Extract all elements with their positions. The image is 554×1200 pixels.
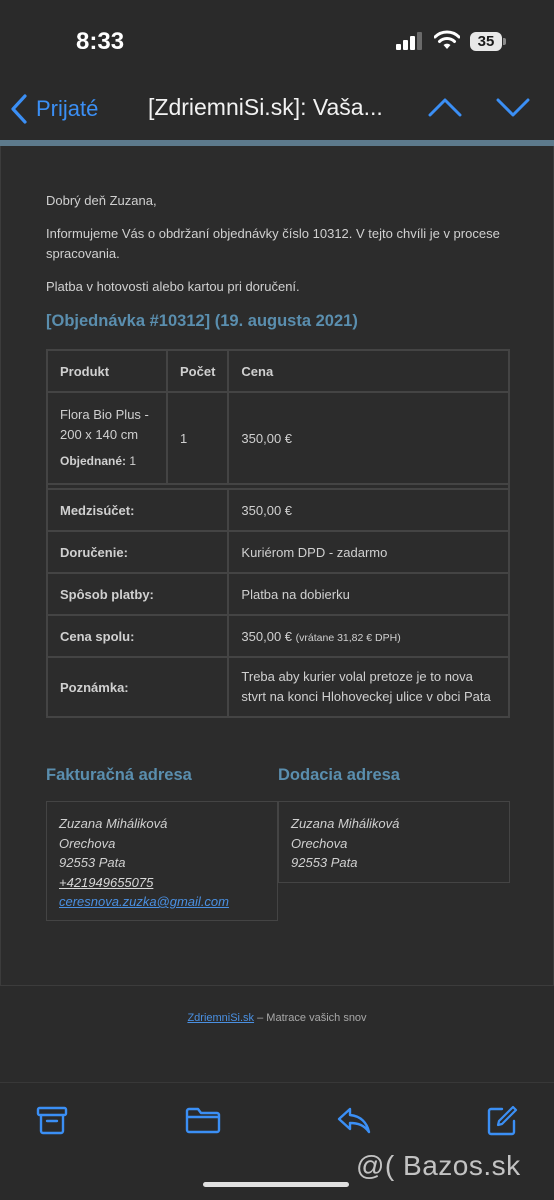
battery-level: 35 bbox=[470, 32, 502, 51]
billing-street: Orechova bbox=[59, 835, 116, 851]
product-name: Flora Bio Plus - 200 x 140 cm bbox=[60, 407, 149, 442]
status-time: 8:33 bbox=[76, 28, 125, 55]
total-row-shipping bbox=[47, 531, 509, 573]
home-indicator[interactable] bbox=[203, 1182, 349, 1187]
total-label: Cena spolu: bbox=[47, 615, 228, 657]
order-heading: [Objednávka #10312] (19. augusta 2021) bbox=[46, 312, 358, 330]
folder-icon[interactable] bbox=[185, 1105, 221, 1135]
battery-indicator bbox=[470, 32, 506, 51]
payment-note: Platba v hotovosti alebo kartou pri doručení. bbox=[46, 279, 300, 294]
table-row bbox=[47, 392, 509, 484]
billing-heading: Fakturačná adresa bbox=[46, 766, 192, 784]
shipping-address bbox=[278, 801, 510, 883]
order-table bbox=[46, 349, 510, 718]
greeting: Dobrý deň Zuzana, bbox=[46, 193, 157, 208]
total-value-cell bbox=[228, 615, 509, 657]
table-header-qty: Počet bbox=[167, 350, 228, 392]
battery-nub bbox=[503, 38, 506, 45]
wifi-icon bbox=[434, 30, 460, 50]
email-footer bbox=[0, 1012, 554, 1024]
mail-nav-bar bbox=[0, 80, 554, 140]
table-header-product: Produkt bbox=[47, 350, 167, 392]
chevron-up-icon[interactable] bbox=[428, 96, 462, 118]
vat-note: (vrátane 31,82 € DPH) bbox=[295, 631, 401, 644]
billing-email-link[interactable]: ceresnova.zuzka@gmail.com bbox=[59, 894, 229, 909]
total-label: Spôsob platby: bbox=[47, 573, 228, 615]
footer-site-link[interactable]: ZdriemniSi.sk bbox=[187, 1012, 255, 1024]
message-title: [ZdriemniSi.sk]: Vaša... bbox=[148, 94, 383, 120]
product-cell bbox=[47, 392, 167, 484]
total-value: Kuriérom DPD - zadarmo bbox=[228, 531, 509, 573]
watermark: @( Bazos.sk bbox=[356, 1150, 521, 1181]
total-value: Platba na dobierku bbox=[228, 573, 509, 615]
shipping-name: Zuzana Miháliková bbox=[291, 816, 400, 831]
status-bar bbox=[0, 0, 554, 80]
compose-icon[interactable] bbox=[486, 1105, 518, 1137]
archive-icon[interactable] bbox=[36, 1105, 68, 1135]
email-body bbox=[0, 146, 554, 986]
total-row-grand bbox=[47, 615, 509, 657]
billing-phone-link[interactable]: +421949655075 bbox=[59, 874, 154, 890]
chevron-down-icon[interactable] bbox=[496, 96, 530, 118]
billing-city: 92553 Pata bbox=[59, 855, 126, 870]
shipping-city: 92553 Pata bbox=[291, 855, 358, 870]
billing-name: Zuzana Miháliková bbox=[59, 816, 168, 831]
total-label: Medzisúčet: bbox=[47, 489, 228, 531]
total-label: Poznámka: bbox=[47, 657, 228, 717]
total-value: 350,00 € bbox=[228, 489, 509, 531]
back-label: Prijaté bbox=[36, 96, 99, 121]
chevron-left-icon bbox=[10, 94, 28, 124]
total-label: Doručenie: bbox=[47, 531, 228, 573]
reply-icon[interactable] bbox=[336, 1105, 372, 1135]
total-value: 350,00 € bbox=[241, 628, 293, 644]
total-row-note bbox=[47, 657, 509, 717]
back-button[interactable] bbox=[10, 92, 98, 126]
ordered-label: Objednané: bbox=[60, 454, 127, 468]
billing-address bbox=[46, 801, 278, 921]
total-row-payment bbox=[47, 573, 509, 615]
price-cell: 350,00 € bbox=[228, 392, 509, 484]
shipping-heading: Dodacia adresa bbox=[278, 766, 400, 784]
shipping-street: Orechova bbox=[291, 835, 348, 851]
ordered-meta bbox=[60, 451, 154, 471]
table-header-price: Cena bbox=[228, 350, 509, 392]
ordered-value: 1 bbox=[129, 454, 137, 468]
table-header-row bbox=[47, 350, 509, 392]
total-value: Treba aby kurier volal pretoze je to nova stvrt na konci Hlohoveckej ulice v obci Pata bbox=[228, 657, 509, 717]
intro-text: Informujeme Vás o obdržaní objednávky číslo 10312. V tejto chvíli je v procese spracovania. bbox=[46, 226, 500, 261]
signal-icon bbox=[396, 32, 424, 50]
qty-cell: 1 bbox=[167, 392, 228, 484]
total-row-subtotal bbox=[47, 489, 509, 531]
footer-tagline: – Matrace vašich snov bbox=[254, 1012, 367, 1024]
